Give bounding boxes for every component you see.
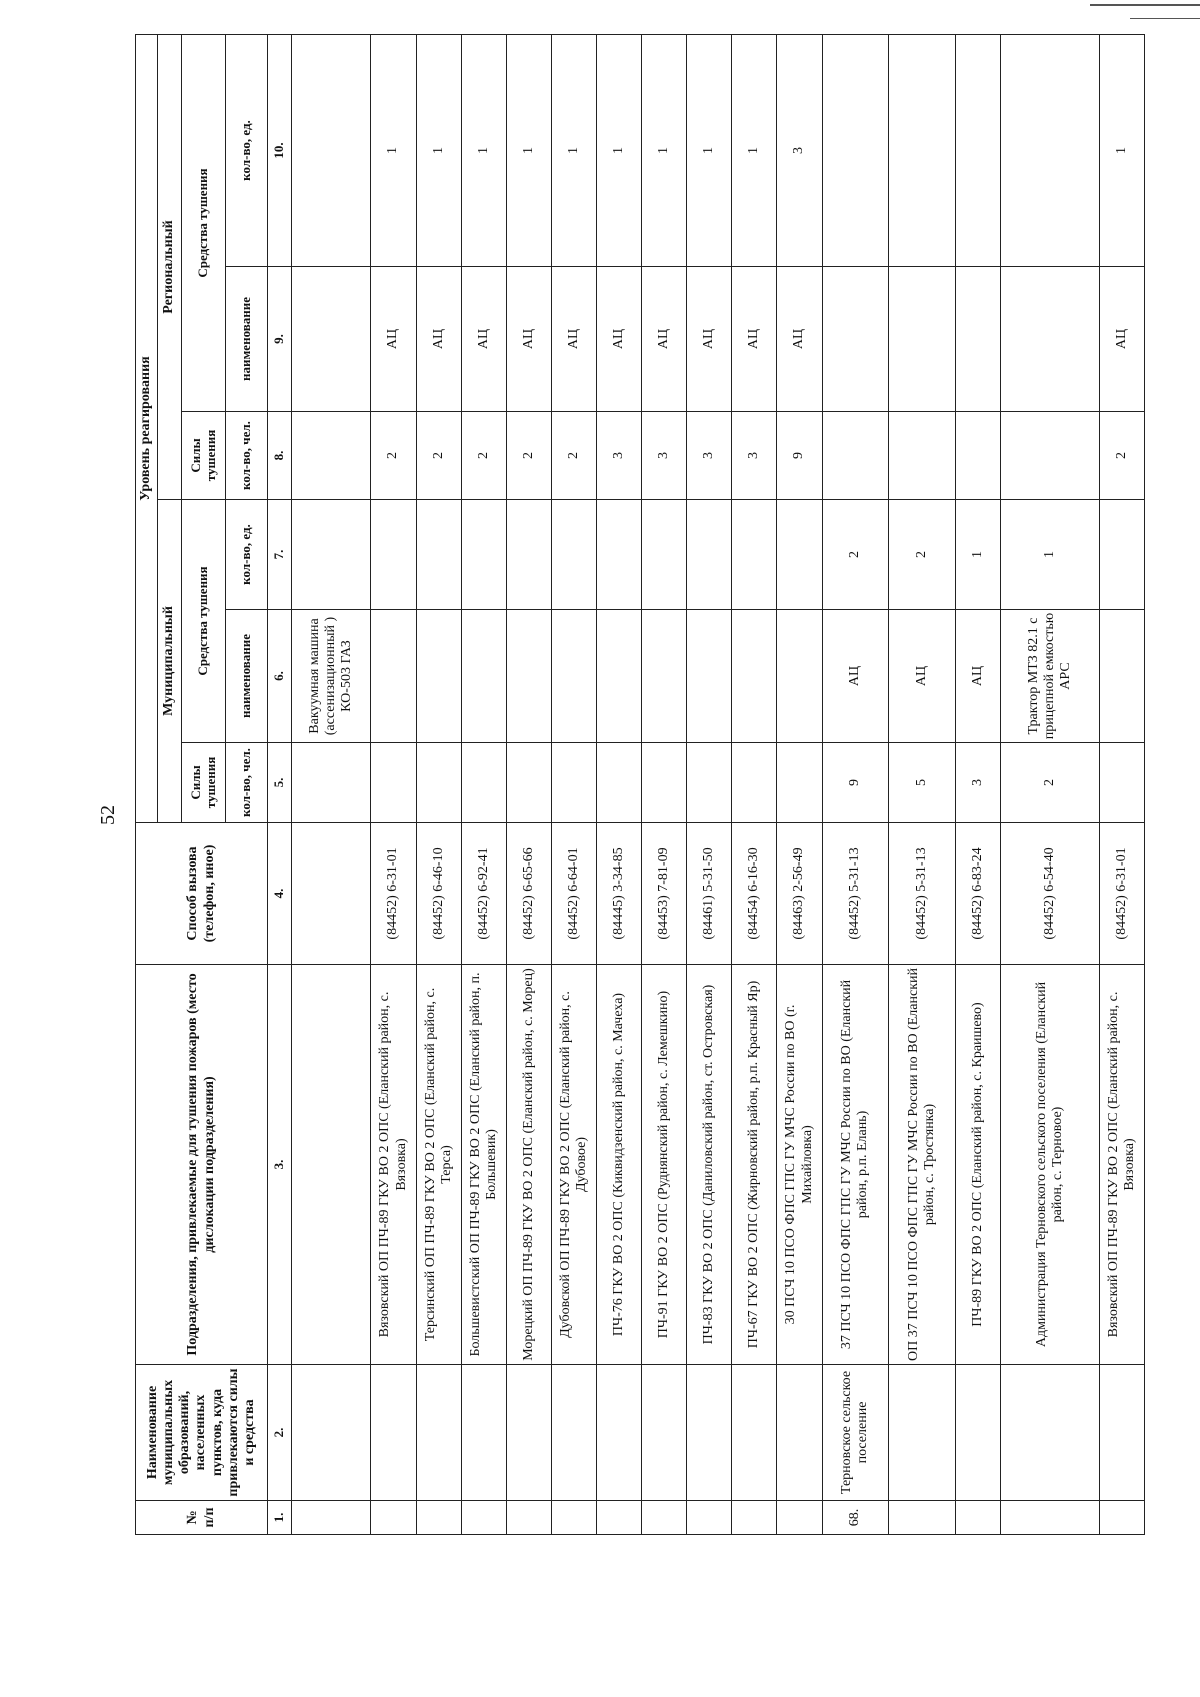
unit-cell: 30 ПСЧ 10 ПСО ФПС ГПС ГУ МЧС России по ВО (г. Михайловка): [777, 965, 822, 1365]
regional-means-name-cell: АЦ: [777, 267, 822, 412]
municipality-cell: [292, 1365, 371, 1501]
municipal-means-qty-cell: 2: [889, 500, 956, 610]
phone-cell: (84453) 7-81-09: [642, 823, 687, 965]
header-num: № п/п: [136, 1501, 268, 1535]
table-row: [822, 35, 889, 1535]
phone-cell: (84452) 6-46-10: [416, 823, 461, 965]
municipality-cell: [597, 1365, 642, 1501]
table-row: [732, 35, 777, 1535]
municipal-means-qty-cell: 1: [1000, 500, 1099, 610]
phone-cell: (84452) 6-92-41: [461, 823, 506, 965]
row-number: [597, 1501, 642, 1535]
regional-means-qty-cell: [889, 35, 956, 267]
table-row: [597, 35, 642, 1535]
municipal-means-qty-cell: [1099, 500, 1144, 610]
regional-means-name-cell: [889, 267, 956, 412]
regional-means-name-cell: АЦ: [687, 267, 732, 412]
table-row: [416, 35, 461, 1535]
table-row: [506, 35, 551, 1535]
municipal-forces-cell: 9: [822, 743, 889, 823]
regional-means-qty-cell: 1: [416, 35, 461, 267]
regional-means-qty-cell: [1000, 35, 1099, 267]
row-number: [1099, 1501, 1144, 1535]
row-number: [687, 1501, 732, 1535]
regional-forces-cell: 3: [597, 412, 642, 500]
row-number: [371, 1501, 416, 1535]
municipality-cell: [416, 1365, 461, 1501]
row-number: [461, 1501, 506, 1535]
municipality-cell: [461, 1365, 506, 1501]
municipal-forces-cell: [416, 743, 461, 823]
header-regional-forces: Силы тушения: [182, 412, 226, 500]
municipal-forces-cell: [461, 743, 506, 823]
municipality-cell: Терновское сельское поселение: [822, 1365, 889, 1501]
phone-cell: (84452) 5-31-13: [822, 823, 889, 965]
municipality-cell: [687, 1365, 732, 1501]
regional-means-qty-cell: [955, 35, 1000, 267]
row-number: [955, 1501, 1000, 1535]
municipal-means-qty-cell: 1: [955, 500, 1000, 610]
column-number: 7.: [268, 500, 292, 610]
regional-forces-cell: [292, 412, 371, 500]
unit-cell: ПЧ-89 ГКУ ВО 2 ОПС (Еланский район, с. Краишево): [955, 965, 1000, 1365]
municipal-means-name-cell: [777, 610, 822, 743]
unit-cell: ПЧ-67 ГКУ ВО 2 ОПС (Жирновский район, р.п. Красный Яр): [732, 965, 777, 1365]
regional-forces-cell: [1000, 412, 1099, 500]
municipal-means-name-cell: [416, 610, 461, 743]
municipal-forces-cell: 3: [955, 743, 1000, 823]
header-name: наименование: [226, 610, 268, 743]
municipality-cell: [371, 1365, 416, 1501]
municipal-means-qty-cell: [687, 500, 732, 610]
header-qty-units: кол-во, ед.: [226, 500, 268, 610]
regional-means-name-cell: АЦ: [732, 267, 777, 412]
municipal-means-qty-cell: [642, 500, 687, 610]
regional-forces-cell: 2: [1099, 412, 1144, 500]
column-number: 8.: [268, 412, 292, 500]
phone-cell: (84452) 6-31-01: [1099, 823, 1144, 965]
regional-means-qty-cell: 1: [371, 35, 416, 267]
header-municipality: Наименование муниципальных образований, населенных пунктов, куда привлекаются силы и средства: [136, 1365, 268, 1501]
municipal-means-name-cell: АЦ: [955, 610, 1000, 743]
header-regional-means: Средства тушения: [182, 35, 226, 412]
regional-means-qty-cell: 1: [732, 35, 777, 267]
municipal-means-name-cell: [1099, 610, 1144, 743]
municipality-cell: [777, 1365, 822, 1501]
regional-means-name-cell: АЦ: [506, 267, 551, 412]
municipal-means-name-cell: [642, 610, 687, 743]
regional-means-name-cell: АЦ: [416, 267, 461, 412]
regional-means-name-cell: АЦ: [642, 267, 687, 412]
regional-forces-cell: 3: [732, 412, 777, 500]
header-qty-people: кол-во, чел.: [226, 743, 268, 823]
municipal-forces-cell: 2: [1000, 743, 1099, 823]
header-name: наименование: [226, 267, 268, 412]
regional-forces-cell: [955, 412, 1000, 500]
row-number: [889, 1501, 956, 1535]
rotated-table-container: [135, 35, 1145, 1535]
municipal-means-qty-cell: [371, 500, 416, 610]
regional-means-qty-cell: 1: [1099, 35, 1144, 267]
regional-forces-cell: 3: [687, 412, 732, 500]
municipal-means-name-cell: Вакуумная машина (ассенизационный ) КО-503 ГАЗ: [292, 610, 371, 743]
header-qty-units: кол-во, ед.: [226, 35, 268, 267]
regional-means-qty-cell: 1: [551, 35, 596, 267]
table-row: [292, 35, 371, 1535]
regional-forces-cell: 2: [551, 412, 596, 500]
regional-means-name-cell: АЦ: [371, 267, 416, 412]
header-municipal-forces: Силы тушения: [182, 743, 226, 823]
column-number: 4.: [268, 823, 292, 965]
municipal-means-qty-cell: [292, 500, 371, 610]
unit-cell: Дубовской ОП ПЧ-89 ГКУ ВО 2 ОПС (Еланский район, с. Дубовое): [551, 965, 596, 1365]
municipal-forces-cell: 5: [889, 743, 956, 823]
municipal-means-name-cell: [732, 610, 777, 743]
page-number: 52: [97, 805, 119, 825]
phone-cell: (84454) 6-16-30: [732, 823, 777, 965]
phone-cell: [292, 823, 371, 965]
municipal-means-name-cell: АЦ: [889, 610, 956, 743]
municipal-means-name-cell: [551, 610, 596, 743]
regional-forces-cell: 2: [371, 412, 416, 500]
municipal-means-qty-cell: 2: [822, 500, 889, 610]
table-row: [551, 35, 596, 1535]
scan-edge-line: [1130, 18, 1200, 19]
header-regional: Региональный: [158, 35, 182, 500]
municipal-means-qty-cell: [416, 500, 461, 610]
column-number: 3.: [268, 965, 292, 1365]
phone-cell: (84452) 6-65-66: [506, 823, 551, 965]
table-row: [687, 35, 732, 1535]
unit-cell: Вязовский ОП ПЧ-89 ГКУ ВО 2 ОПС (Еланский район, с. Вязовка): [371, 965, 416, 1365]
municipal-forces-cell: [551, 743, 596, 823]
municipal-means-qty-cell: [597, 500, 642, 610]
municipal-forces-cell: [777, 743, 822, 823]
table-row: [777, 35, 822, 1535]
header-call-method: Способ вызова (телефон, иное): [136, 823, 268, 965]
regional-means-name-cell: АЦ: [597, 267, 642, 412]
regional-forces-cell: 2: [506, 412, 551, 500]
row-number: [416, 1501, 461, 1535]
municipal-forces-cell: [732, 743, 777, 823]
municipal-means-qty-cell: [732, 500, 777, 610]
municipal-means-qty-cell: [506, 500, 551, 610]
municipality-cell: [1000, 1365, 1099, 1501]
column-number: 10.: [268, 35, 292, 267]
municipal-means-name-cell: АЦ: [822, 610, 889, 743]
unit-cell: ОП 37 ПСЧ 10 ПСО ФПС ГПС ГУ МЧС России по ВО (Еланский район, с. Тростянка): [889, 965, 956, 1365]
municipal-means-name-cell: [597, 610, 642, 743]
header-municipal-means: Средства тушения: [182, 500, 226, 743]
table-row: [1000, 35, 1099, 1535]
unit-cell: Морецкий ОП ПЧ-89 ГКУ ВО 2 ОПС (Еланский район, с. Морец): [506, 965, 551, 1365]
municipal-forces-cell: [642, 743, 687, 823]
scan-edge-line: [1090, 4, 1200, 6]
header-qty-people: кол-во, чел.: [226, 412, 268, 500]
municipality-cell: [506, 1365, 551, 1501]
table-row: [889, 35, 956, 1535]
regional-means-qty-cell: 1: [687, 35, 732, 267]
phone-cell: (84452) 5-31-13: [889, 823, 956, 965]
regional-forces-cell: 2: [461, 412, 506, 500]
header-response-level: Уровень реагирования: [136, 35, 158, 823]
phone-cell: (84463) 2-56-49: [777, 823, 822, 965]
municipality-cell: [642, 1365, 687, 1501]
table-row: [461, 35, 506, 1535]
regional-forces-cell: 3: [642, 412, 687, 500]
regional-means-name-cell: АЦ: [551, 267, 596, 412]
column-number: 2.: [268, 1365, 292, 1501]
forces-table: [135, 34, 1145, 1535]
municipal-forces-cell: [1099, 743, 1144, 823]
phone-cell: (84452) 6-64-01: [551, 823, 596, 965]
municipality-cell: [955, 1365, 1000, 1501]
municipal-means-name-cell: [506, 610, 551, 743]
unit-cell: Терсинский ОП ПЧ-89 ГКУ ВО 2 ОПС (Еланский район, с. Терса): [416, 965, 461, 1365]
phone-cell: (84445) 3-34-85: [597, 823, 642, 965]
regional-means-qty-cell: [822, 35, 889, 267]
regional-means-qty-cell: 1: [642, 35, 687, 267]
municipality-cell: [1099, 1365, 1144, 1501]
regional-forces-cell: [822, 412, 889, 500]
row-number: [732, 1501, 777, 1535]
column-number: 9.: [268, 267, 292, 412]
phone-cell: (84461) 5-31-50: [687, 823, 732, 965]
row-number: 68.: [822, 1501, 889, 1535]
row-number: [642, 1501, 687, 1535]
regional-means-qty-cell: [292, 35, 371, 267]
column-number: 5.: [268, 743, 292, 823]
unit-cell: ПЧ-83 ГКУ ВО 2 ОПС (Даниловский район, ст. Островская): [687, 965, 732, 1365]
table-row: [1099, 35, 1144, 1535]
header-units: Подразделения, привлекаемые для тушения пожаров (место дислокации подразделения): [136, 965, 268, 1365]
municipal-forces-cell: [687, 743, 732, 823]
regional-means-name-cell: [1000, 267, 1099, 412]
regional-means-name-cell: [292, 267, 371, 412]
regional-forces-cell: 2: [416, 412, 461, 500]
regional-forces-cell: [889, 412, 956, 500]
regional-means-qty-cell: 1: [597, 35, 642, 267]
header-municipal: Муниципальный: [158, 500, 182, 823]
municipal-means-name-cell: [687, 610, 732, 743]
municipal-forces-cell: [371, 743, 416, 823]
row-number: [292, 1501, 371, 1535]
regional-means-name-cell: АЦ: [461, 267, 506, 412]
municipal-forces-cell: [292, 743, 371, 823]
row-number: [506, 1501, 551, 1535]
municipal-means-name-cell: Трактор МТЗ 82.1 с прицепной емкостью АРС: [1000, 610, 1099, 743]
regional-means-name-cell: АЦ: [1099, 267, 1144, 412]
phone-cell: (84452) 6-83-24: [955, 823, 1000, 965]
unit-cell: ПЧ-91 ГКУ ВО 2 ОПС (Руднянский район, с. Лемешкино): [642, 965, 687, 1365]
municipal-forces-cell: [597, 743, 642, 823]
municipality-cell: [732, 1365, 777, 1501]
regional-means-qty-cell: 1: [506, 35, 551, 267]
regional-means-qty-cell: 3: [777, 35, 822, 267]
column-number: 1.: [268, 1501, 292, 1535]
table-row: [642, 35, 687, 1535]
unit-cell: Администрация Терновского сельского поселения (Еланский район, с. Терновое): [1000, 965, 1099, 1365]
table-row: [955, 35, 1000, 1535]
unit-cell: 37 ПСЧ 10 ПСО ФПС ГПС ГУ МЧС России по ВО (Еланский район, р.п. Елань): [822, 965, 889, 1365]
regional-means-name-cell: [955, 267, 1000, 412]
regional-means-qty-cell: 1: [461, 35, 506, 267]
municipality-cell: [551, 1365, 596, 1501]
row-number: [777, 1501, 822, 1535]
column-number: 6.: [268, 610, 292, 743]
municipal-means-qty-cell: [461, 500, 506, 610]
row-number: [551, 1501, 596, 1535]
regional-means-name-cell: [822, 267, 889, 412]
unit-cell: [292, 965, 371, 1365]
phone-cell: (84452) 6-54-40: [1000, 823, 1099, 965]
municipal-means-name-cell: [371, 610, 416, 743]
municipal-forces-cell: [506, 743, 551, 823]
unit-cell: ПЧ-76 ГКУ ВО 2 ОПС (Киквидзенский район, с. Мачеха): [597, 965, 642, 1365]
phone-cell: (84452) 6-31-01: [371, 823, 416, 965]
municipality-cell: [889, 1365, 956, 1501]
unit-cell: Вязовский ОП ПЧ-89 ГКУ ВО 2 ОПС (Еланский район, с. Вязовка): [1099, 965, 1144, 1365]
regional-forces-cell: 9: [777, 412, 822, 500]
unit-cell: Большевистский ОП ПЧ-89 ГКУ ВО 2 ОПС (Еланский район, п. Большевик): [461, 965, 506, 1365]
municipal-means-qty-cell: [551, 500, 596, 610]
municipal-means-qty-cell: [777, 500, 822, 610]
row-number: [1000, 1501, 1099, 1535]
municipal-means-name-cell: [461, 610, 506, 743]
table-row: [371, 35, 416, 1535]
